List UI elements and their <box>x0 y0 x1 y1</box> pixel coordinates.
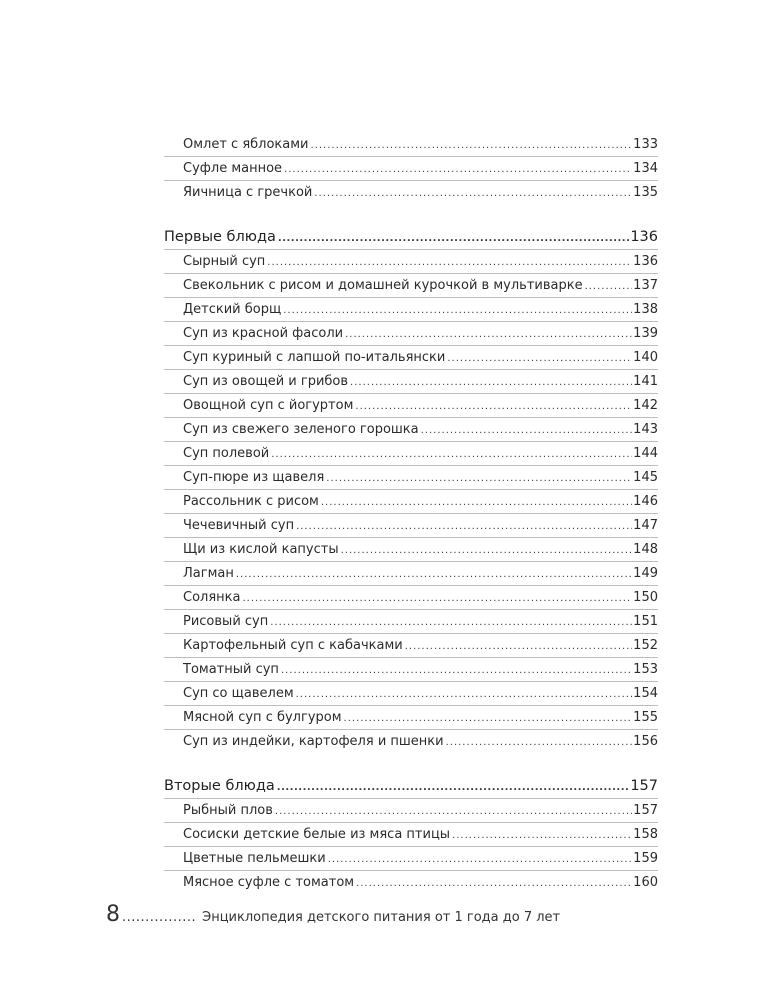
toc-entry-page: 134 <box>633 161 658 176</box>
toc-entry[interactable] <box>164 417 658 441</box>
toc-entry[interactable] <box>164 846 658 870</box>
toc-entry-title: Суп куриный с лапшой по-итальянски <box>183 350 446 365</box>
toc-entry-title: Суфле манное <box>183 161 283 176</box>
toc-entry-page: 151 <box>633 614 658 629</box>
toc-entry-page: 138 <box>633 302 658 317</box>
footer-leader-dots: ................ <box>122 910 197 925</box>
leader-dots <box>275 800 632 822</box>
leader-dots <box>270 611 632 633</box>
section-gap <box>164 204 658 226</box>
toc-entry[interactable] <box>164 156 658 180</box>
toc-entry[interactable] <box>164 297 658 321</box>
toc-entry-page: 135 <box>633 185 658 200</box>
toc-entry-page: 150 <box>633 590 658 605</box>
toc-entry[interactable] <box>164 513 658 537</box>
toc-section-heading[interactable] <box>164 775 658 798</box>
toc-entry-page: 143 <box>633 422 658 437</box>
toc-entry-title: Картофельный суп с кабачками <box>183 638 403 653</box>
leader-dots <box>355 395 632 417</box>
toc-entry-page: 147 <box>633 518 658 533</box>
leader-dots <box>405 635 632 657</box>
leader-dots <box>452 824 632 846</box>
leader-dots <box>267 251 632 273</box>
toc-entry-title: Рисовый суп <box>183 614 269 629</box>
table-of-contents <box>164 133 658 894</box>
toc-entry-title: Овощной суп с йогуртом <box>183 398 354 413</box>
toc-entry[interactable] <box>164 657 658 681</box>
toc-entry[interactable] <box>164 729 658 753</box>
toc-entry[interactable] <box>164 273 658 297</box>
toc-entry[interactable] <box>164 609 658 633</box>
leader-dots <box>314 182 632 204</box>
toc-entry[interactable] <box>164 133 658 156</box>
leader-dots <box>284 158 632 180</box>
toc-entry-page: 160 <box>633 875 658 890</box>
toc-entry[interactable] <box>164 180 658 204</box>
toc-entry[interactable] <box>164 465 658 489</box>
toc-entry-title: Солянка <box>183 590 241 605</box>
section-title: Первые блюда <box>164 229 276 245</box>
toc-entry-title: Суп из красной фасоли <box>183 326 344 341</box>
toc-entry-page: 152 <box>633 638 658 653</box>
leader-dots <box>321 491 632 513</box>
toc-entry[interactable] <box>164 489 658 513</box>
leader-dots <box>446 731 633 753</box>
toc-entry-title: Томатный суп <box>183 662 279 677</box>
toc-entry-title: Мясной суп с булгуром <box>183 710 342 725</box>
toc-entry-title: Рыбный плов <box>183 803 273 818</box>
toc-entry-page: 142 <box>633 398 658 413</box>
toc-entry[interactable] <box>164 321 658 345</box>
toc-entry-title: Омлет с яблоками <box>183 137 309 152</box>
toc-entry-page: 139 <box>633 326 658 341</box>
toc-entry-page: 136 <box>633 254 658 269</box>
leader-dots <box>296 683 633 705</box>
page-footer <box>106 902 626 927</box>
toc-entry-page: 148 <box>633 542 658 557</box>
toc-entry-title: Мясное суфле с томатом <box>183 875 355 890</box>
toc-entry-page: 144 <box>633 446 658 461</box>
toc-entry[interactable] <box>164 798 658 822</box>
leader-dots <box>585 275 633 297</box>
section-gap <box>164 753 658 775</box>
toc-entry[interactable] <box>164 822 658 846</box>
toc-entry-page: 158 <box>633 827 658 842</box>
book-title: Энциклопедия детского питания от 1 года до 7 лет <box>202 910 561 925</box>
leader-dots <box>328 848 632 870</box>
toc-entry-title: Чечевичный суп <box>183 518 295 533</box>
toc-entry[interactable] <box>164 441 658 465</box>
toc-entry[interactable] <box>164 585 658 609</box>
leader-dots <box>277 776 630 798</box>
leader-dots <box>278 227 629 249</box>
toc-entry-page: 146 <box>633 494 658 509</box>
leader-dots <box>350 371 632 393</box>
leader-dots <box>356 872 632 894</box>
leader-dots <box>242 587 632 609</box>
toc-entry-title: Свекольник с рисом и домашней курочкой в мультиварке <box>183 278 583 293</box>
toc-entry-page: 149 <box>633 566 658 581</box>
toc-entry[interactable] <box>164 345 658 369</box>
toc-entry[interactable] <box>164 681 658 705</box>
leader-dots <box>311 134 633 156</box>
leader-dots <box>345 323 632 345</box>
toc-entry[interactable] <box>164 561 658 585</box>
toc-entry-page: 155 <box>633 710 658 725</box>
leader-dots <box>344 707 633 729</box>
toc-entry-page: 154 <box>633 686 658 701</box>
toc-entry-title: Щи из кислой капусты <box>183 542 339 557</box>
toc-entry-title: Рассольник с рисом <box>183 494 319 509</box>
toc-entry[interactable] <box>164 870 658 894</box>
leader-dots <box>326 467 632 489</box>
toc-entry-page: 141 <box>633 374 658 389</box>
leader-dots <box>271 443 632 465</box>
toc-entry[interactable] <box>164 393 658 417</box>
toc-entry-page: 153 <box>633 662 658 677</box>
section-title: Вторые блюда <box>164 778 275 794</box>
toc-entry-title: Детский борщ <box>183 302 282 317</box>
toc-entry-page: 133 <box>633 137 658 152</box>
toc-entry-title: Цветные пельмешки <box>183 851 326 866</box>
toc-entry[interactable] <box>164 537 658 561</box>
toc-section-heading[interactable] <box>164 226 658 249</box>
leader-dots <box>283 299 632 321</box>
toc-entry-title: Суп из индейки, картофеля и пшенки <box>183 734 444 749</box>
toc-entry-page: 145 <box>633 470 658 485</box>
section-page: 157 <box>630 778 658 794</box>
leader-dots <box>341 539 633 561</box>
toc-entry-page: 159 <box>633 851 658 866</box>
leader-dots <box>421 419 633 441</box>
toc-entry-page: 137 <box>633 278 658 293</box>
toc-entry[interactable] <box>164 369 658 393</box>
page-number: 8 <box>106 902 120 927</box>
toc-entry-page: 157 <box>633 803 658 818</box>
toc-entry[interactable] <box>164 705 658 729</box>
toc-entry-title: Суп-пюре из щавеля <box>183 470 325 485</box>
toc-entry-title: Лагман <box>183 566 234 581</box>
toc-entry-title: Суп из свежего зеленого горошка <box>183 422 419 437</box>
leader-dots <box>447 347 632 369</box>
section-page: 136 <box>630 229 658 245</box>
leader-dots <box>236 563 632 585</box>
toc-entry-title: Сосиски детские белые из мяса птицы <box>183 827 451 842</box>
toc-entry-page: 140 <box>633 350 658 365</box>
toc-entry-page: 156 <box>633 734 658 749</box>
toc-entry-title: Сырный суп <box>183 254 266 269</box>
toc-entry-title: Суп из овощей и грибов <box>183 374 349 389</box>
toc-entry-title: Суп со щавелем <box>183 686 294 701</box>
toc-entry[interactable] <box>164 249 658 273</box>
toc-entry-title: Яичница с гречкой <box>183 185 313 200</box>
leader-dots <box>281 659 632 681</box>
toc-entry-title: Суп полевой <box>183 446 270 461</box>
toc-entry[interactable] <box>164 633 658 657</box>
leader-dots <box>296 515 632 537</box>
